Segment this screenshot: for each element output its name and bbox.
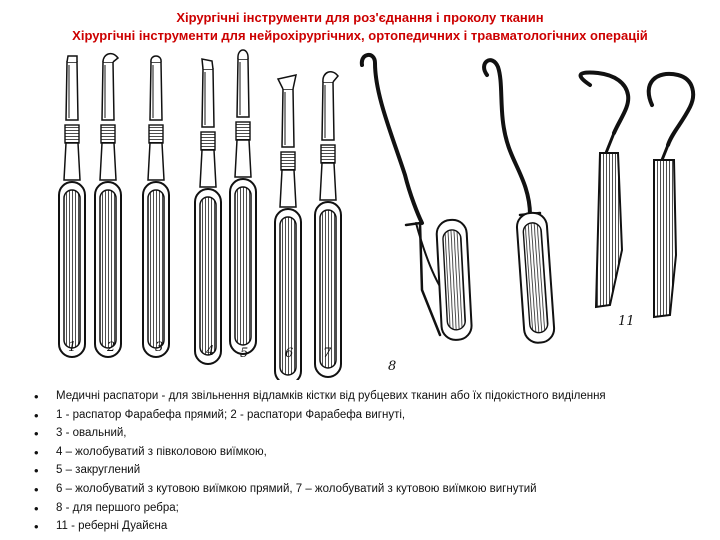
- figure-number-5: 5: [240, 346, 249, 361]
- slide-title: Хірургічні інструменти для роз'єднання і проколу тканин: [176, 10, 544, 25]
- bullet-item: • 3 - овальний,: [30, 425, 710, 444]
- doyen-raspator-11: [649, 74, 693, 317]
- bullet-item: • 8 - для першого ребра;: [30, 500, 710, 519]
- figure-number-4: 4: [206, 344, 215, 359]
- instruments-illustration: [30, 45, 710, 380]
- rib-raspator-9: [484, 60, 555, 343]
- figure-number-1: 1: [68, 340, 77, 355]
- figure-number-8: 8: [388, 359, 397, 374]
- raspator-1: [59, 56, 85, 357]
- figure-number-2: 2: [107, 340, 116, 355]
- raspator-3: [143, 56, 169, 357]
- raspator-4: [195, 59, 221, 364]
- figure-number-7: 7: [323, 346, 332, 361]
- raspator-5: [230, 50, 256, 354]
- figure-number-11: 11: [618, 314, 635, 329]
- raspator-2: [95, 54, 121, 357]
- bullet-list: [30, 388, 710, 537]
- raspator-6: [275, 75, 301, 380]
- bullet-item: • Медичні распатори - для звільнення відламків кістки від рубцевих тканин або їх підокістного виділення: [30, 388, 710, 407]
- bullet-item: • 11 - реберні Дуайєна: [30, 518, 710, 537]
- figure-number-3: 3: [155, 340, 164, 355]
- doyen-raspator-10: [581, 73, 629, 308]
- figure-number-6: 6: [285, 346, 294, 361]
- bullet-item: • 4 – жолобуватий з півколовою виїмкою,: [30, 444, 710, 463]
- bullet-item: • 6 – жолобуватий з кутовою виїмкою прямий, 7 – жолобуватий з кутовою виїмкою вигнутий: [30, 481, 710, 500]
- bullet-item: • 1 - распатор Фарабефа прямий; 2 - распатори Фарабефа вигнуті,: [30, 407, 710, 426]
- raspator-7: [315, 72, 341, 377]
- bullet-item: • 5 – закруглений: [30, 462, 710, 481]
- slide-subtitle: Хірургічні інструменти для нейрохірургічних, ортопедичних і травматологічних операцій: [72, 28, 648, 43]
- rib-raspator-8: [362, 55, 472, 341]
